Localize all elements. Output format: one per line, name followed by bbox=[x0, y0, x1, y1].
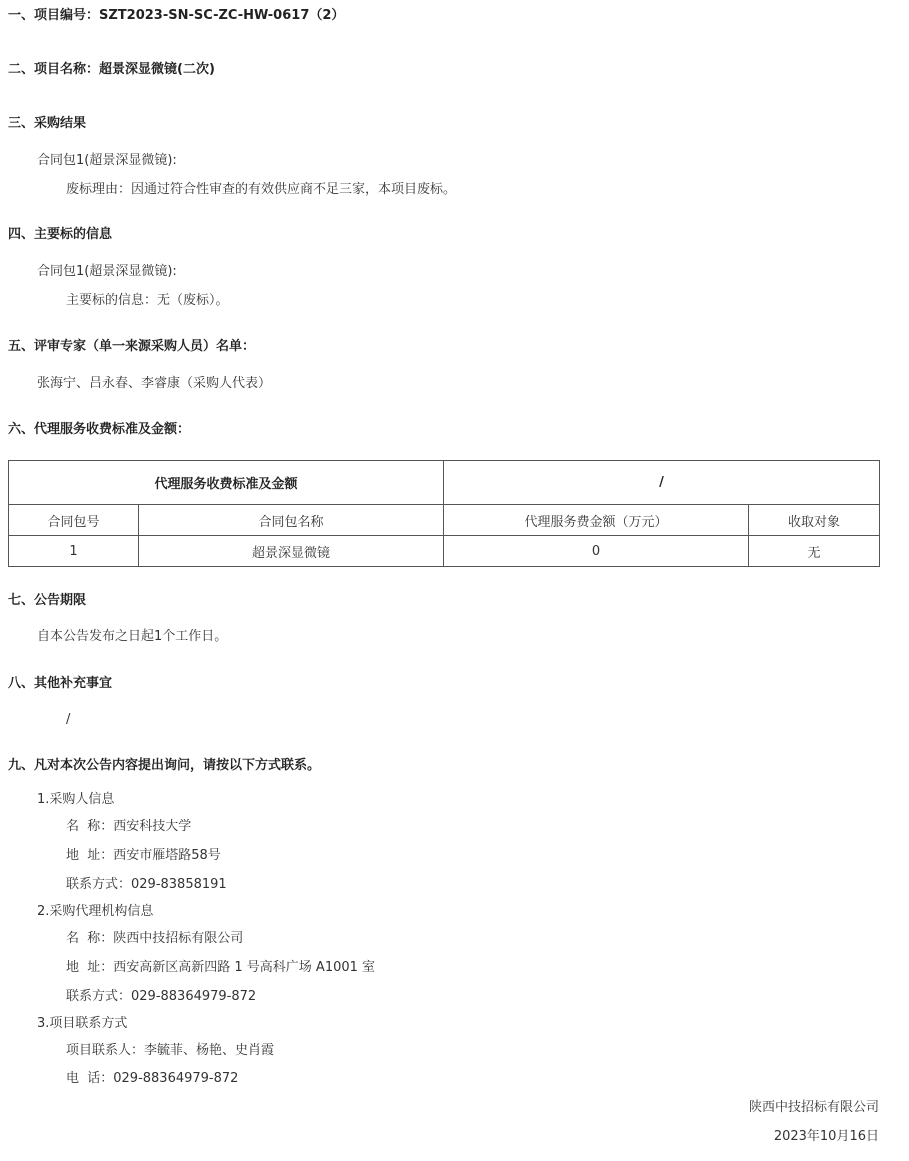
project-name-value: 超景深显微镜(二次) bbox=[99, 62, 215, 77]
footer-company: 陕西中技招标有限公司 bbox=[748, 1100, 879, 1115]
other-matters-text: / bbox=[66, 712, 71, 727]
purchaser-address: 地 址：西安市雁塔路58号 bbox=[66, 848, 221, 863]
footer-date: 2023年10月16日 bbox=[773, 1129, 879, 1144]
project-name-line bbox=[8, 62, 215, 78]
project-name-label: 二、项目名称： bbox=[8, 62, 100, 77]
project-contact-person: 项目联系人：李毓菲、杨艳、史肖霞 bbox=[66, 1043, 275, 1058]
agency-name: 名 称：陕西中技招标有限公司 bbox=[66, 931, 244, 946]
project-contact-heading: 3.项目联系方式 bbox=[37, 1016, 128, 1031]
experts-heading: 五、评审专家（单一来源采购人员）名单： bbox=[8, 339, 256, 354]
project-contact-phone: 电 话：029-88364979-872 bbox=[66, 1071, 239, 1086]
purchaser-contact: 联系方式：029-83858191 bbox=[66, 877, 227, 892]
table-header-row bbox=[9, 461, 880, 505]
cell-charge-target: 无 bbox=[749, 536, 880, 567]
fee-standard-label: 代理服务收费标准及金额 bbox=[9, 461, 444, 505]
result-package: 合同包1(超景深显微镜): bbox=[37, 153, 177, 168]
result-reason: 废标理由：因通过符合性审查的有效供应商不足三家，本项目废标。 bbox=[66, 182, 457, 197]
other-matters-heading: 八、其他补充事宜 bbox=[8, 676, 113, 691]
experts-names: 张海宁、吕永春、李睿康（采购人代表） bbox=[37, 376, 272, 391]
cell-package-name: 超景深显微镜 bbox=[139, 536, 444, 567]
agency-contact: 联系方式：029-88364979-872 bbox=[66, 989, 257, 1004]
column-package-name: 合同包名称 bbox=[139, 505, 444, 536]
cell-fee-amount: 0 bbox=[444, 536, 749, 567]
cell-package-number: 1 bbox=[9, 536, 139, 567]
fee-standard-value: / bbox=[444, 461, 880, 505]
agency-heading: 2.采购代理机构信息 bbox=[37, 904, 154, 919]
procurement-result-heading: 三、采购结果 bbox=[8, 116, 87, 131]
table-column-row bbox=[9, 505, 880, 536]
column-charge-target: 收取对象 bbox=[749, 505, 880, 536]
column-package-number: 合同包号 bbox=[9, 505, 139, 536]
purchaser-name: 名 称：西安科技大学 bbox=[66, 819, 192, 834]
notice-period-heading: 七、公告期限 bbox=[8, 593, 87, 608]
agency-address: 地 址：西安高新区高新四路 1 号高科广场 A1001 室 bbox=[66, 960, 376, 975]
contact-heading: 九、凡对本次公告内容提出询问，请按以下方式联系。 bbox=[8, 758, 321, 773]
project-number-line bbox=[8, 8, 344, 24]
agency-fee-table bbox=[8, 460, 880, 567]
project-number-value: SZT2023-SN-SC-ZC-HW-0617（2） bbox=[99, 8, 345, 23]
project-number-label: 一、项目编号： bbox=[8, 8, 100, 23]
notice-period-text: 自本公告发布之日起1个工作日。 bbox=[37, 629, 228, 644]
agency-fee-heading: 六、代理服务收费标准及金额： bbox=[8, 422, 191, 437]
column-fee-amount: 代理服务费金额（万元） bbox=[444, 505, 749, 536]
purchaser-heading: 1.采购人信息 bbox=[37, 792, 115, 807]
main-subject-heading: 四、主要标的信息 bbox=[8, 227, 113, 242]
table-row bbox=[9, 536, 880, 567]
subject-info: 主要标的信息：无（废标）。 bbox=[66, 293, 229, 308]
subject-package: 合同包1(超景深显微镜): bbox=[37, 264, 177, 279]
